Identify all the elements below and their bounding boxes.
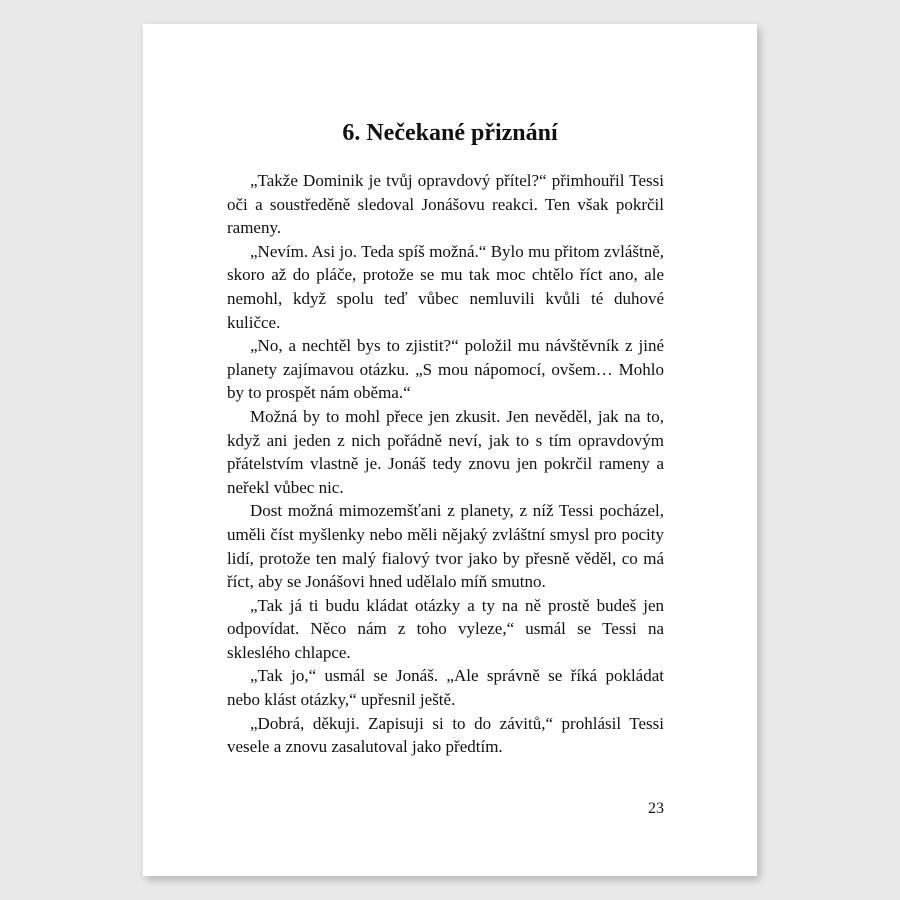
paragraph: „Tak jo,“ usmál se Jonáš. „Ale správně se říká pokládat nebo klást otázky,“ upřesnil ještě.: [227, 666, 664, 710]
paragraph: Možná by to mohl přece jen zkusit. Jen nevěděl, jak na to, když ani jeden z nich pořádně neví, jak to s tím opravdovým přátelstvím vlastně je. Jonáš tedy znovu jen pokrčil rameny a neřekl vůbec nic.: [227, 406, 664, 497]
paragraph: „Takže Dominik je tvůj opravdový přítel?“ přimhouřil Tessi oči a soustředěně sledoval Jonášovu reakci. Ten však pokrčil rameny.: [227, 171, 664, 238]
book-page: [143, 24, 757, 876]
chapter-body: [227, 169, 664, 759]
paragraph: „No, a nechtěl bys to zjistit?“ položil mu návštěvník z jiné planety zajímavou otázku. „S mou nápomocí, ovšem… Mohlo by to prospět nám oběma.“: [227, 336, 664, 403]
paragraph: „Tak já ti budu kládat otázky a ty na ně prostě budeš jen odpovídat. Něco nám z toho vyleze,“ usmál se Tessi na skleslého chlapce.: [227, 595, 664, 662]
paragraph: Dost možná mimozemšťani z planety, z níž Tessi pocházel, uměli číst myšlenky nebo měli nějaký zvláštní smysl pro pocity lidí, protože ten malý fialový tvor jako by přesně věděl, co má říct, aby se Jonášovi hned udělalo míň smutno.: [227, 501, 664, 592]
page-number: 23: [648, 800, 664, 817]
chapter-title: 6. Nečekané přiznání: [342, 120, 558, 146]
paragraph: „Nevím. Asi jo. Teda spíš možná.“ Bylo mu přitom zvláštně, skoro až do pláče, protože se mu tak moc chtělo říct ano, ale nemohl, když spolu teď vůbec nemluvili kvůli té duhové kuličce.: [227, 241, 664, 332]
paragraph: „Dobrá, děkuji. Zapisuji si to do závitů,“ prohlásil Tessi vesele a znovu zasalutoval jako předtím.: [227, 713, 664, 757]
